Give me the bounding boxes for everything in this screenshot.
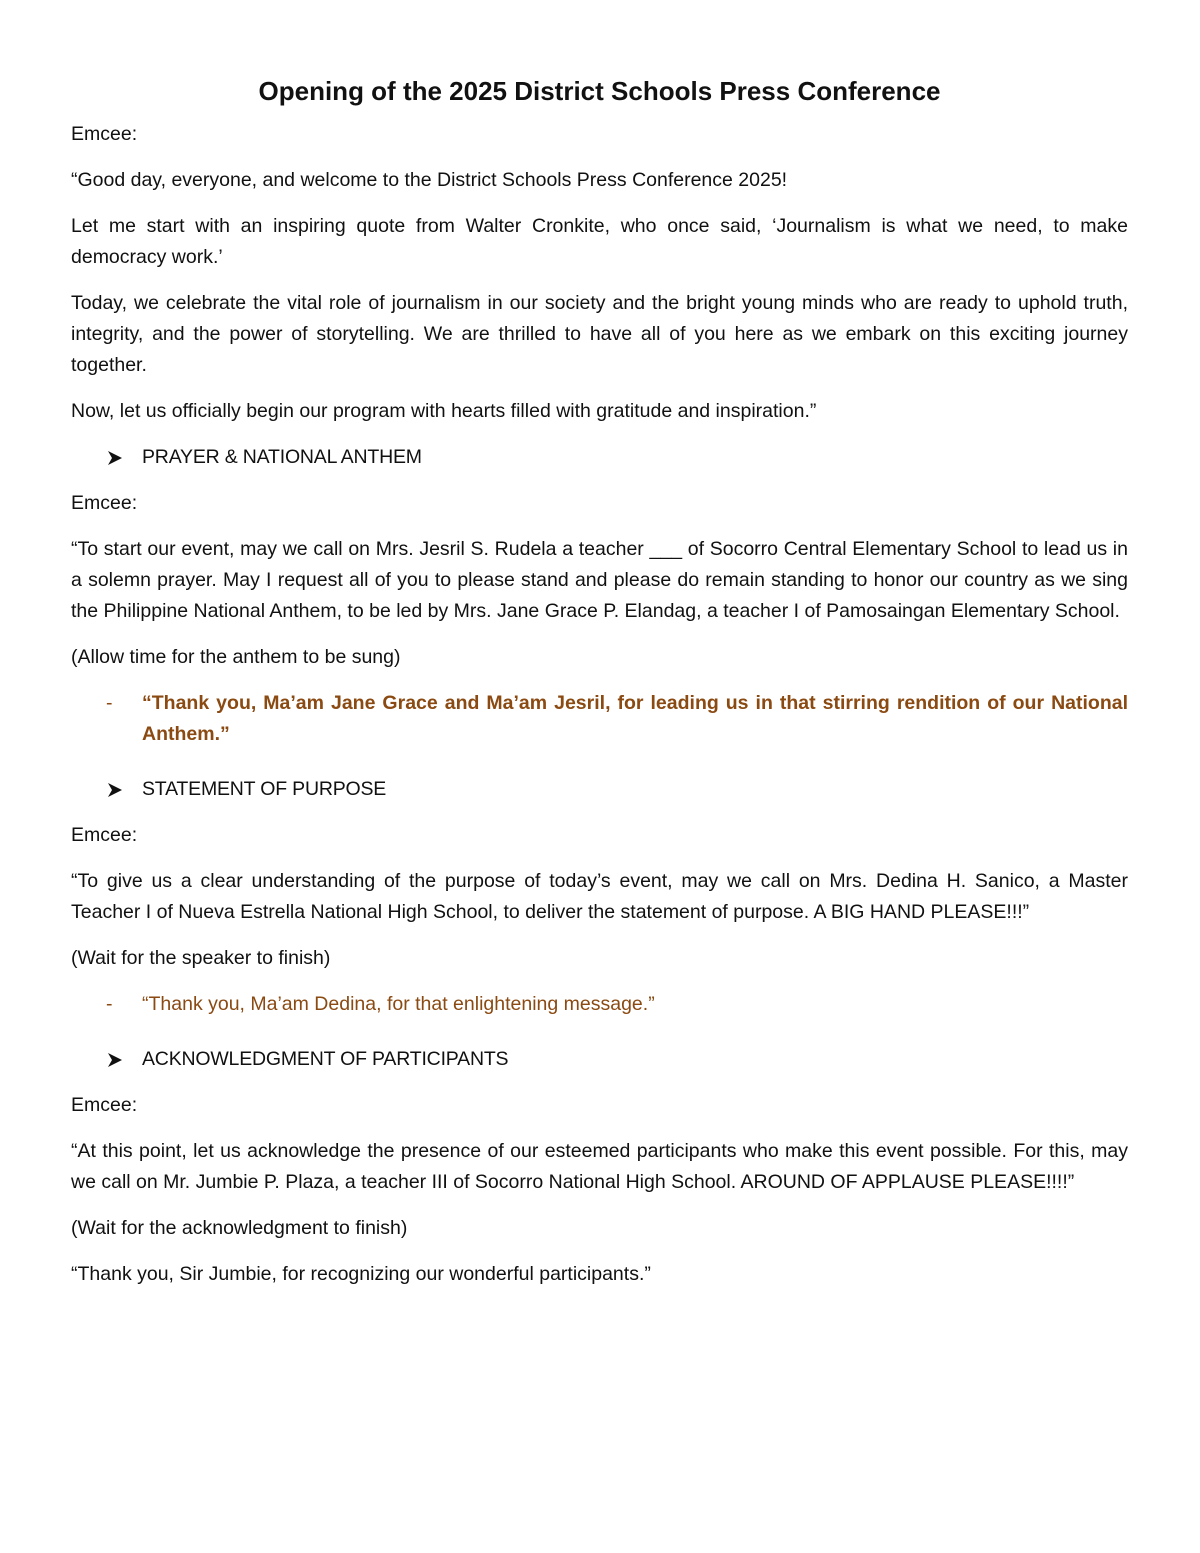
document-title: Opening of the 2025 District Schools Press Conference <box>258 76 941 106</box>
section-heading-prayer <box>106 442 1128 473</box>
purpose-thanks-item <box>106 989 1128 1020</box>
emcee-label: Emcee: <box>71 492 138 514</box>
section-heading-label: STATEMENT OF PURPOSE <box>142 778 387 800</box>
participants-note: (Wait for the acknowledgment to finish) <box>71 1217 408 1239</box>
section-heading-participants <box>106 1044 1128 1075</box>
arrow-bullet-icon <box>106 780 142 799</box>
intro-paragraph-1: “Good day, everyone, and welcome to the District Schools Press Conference 2025! <box>71 169 788 191</box>
participants-thanks: “Thank you, Sir Jumbie, for recognizing our wonderful participants.” <box>71 1263 651 1285</box>
arrow-bullet-icon <box>106 448 142 467</box>
prayer-thanks-text: “Thank you, Ma’am Jane Grace and Ma’am Jesril, for leading us in that stirring rendition of our National Anthem.” <box>142 692 1128 745</box>
section-heading-label: PRAYER & NATIONAL ANTHEM <box>142 446 422 468</box>
intro-paragraph-3: Today, we celebrate the vital role of journalism in our society and the bright young minds who are ready to uphold truth, integrity, and the power of storytelling. We are thrilled to have all of you here as we embark on this exciting journey together. <box>71 292 1128 376</box>
prayer-thanks-item <box>106 688 1128 750</box>
prayer-note: (Allow time for the anthem to be sung) <box>71 646 401 668</box>
section-heading-purpose <box>106 774 1128 805</box>
emcee-label: Emcee: <box>71 123 138 145</box>
emcee-label: Emcee: <box>71 824 138 846</box>
dash-bullet: - <box>106 993 113 1015</box>
section-heading-label: ACKNOWLEDGMENT OF PARTICIPANTS <box>142 1048 509 1070</box>
purpose-body: “To give us a clear understanding of the purpose of today’s event, may we call on Mrs. Dedina H. Sanico, a Master Teacher I of Nueva Estrella National High School, to deliver the statement of purpose. A BIG HAND PLEASE!!!” <box>71 870 1128 923</box>
emcee-label: Emcee: <box>71 1094 138 1116</box>
dash-bullet: - <box>106 692 113 714</box>
arrow-bullet-icon <box>106 1050 142 1069</box>
intro-paragraph-2: Let me start with an inspiring quote from Walter Cronkite, who once said, ‘Journalism is what we need, to make democracy work.’ <box>71 215 1128 268</box>
purpose-thanks-text: “Thank you, Ma’am Dedina, for that enlightening message.” <box>142 993 655 1015</box>
purpose-note: (Wait for the speaker to finish) <box>71 947 331 969</box>
prayer-body: “To start our event, may we call on Mrs. Jesril S. Rudela a teacher ___ of Socorro Central Elementary School to lead us in a solemn prayer. May I request all of you to please stand and please do remain standing to honor our country as we sing the Philippine National Anthem, to be led by Mrs. Jane Grace P. Elandag, a teacher I of Pamosaingan Elementary School. <box>71 538 1128 622</box>
participants-body: “At this point, let us acknowledge the presence of our esteemed participants who make this event possible. For this, may we call on Mr. Jumbie P. Plaza, a teacher III of Socorro National High School. AROUND OF APPLAUSE PLEASE!!!!” <box>71 1140 1128 1193</box>
intro-paragraph-4: Now, let us officially begin our program with hearts filled with gratitude and inspiration.” <box>71 400 817 422</box>
